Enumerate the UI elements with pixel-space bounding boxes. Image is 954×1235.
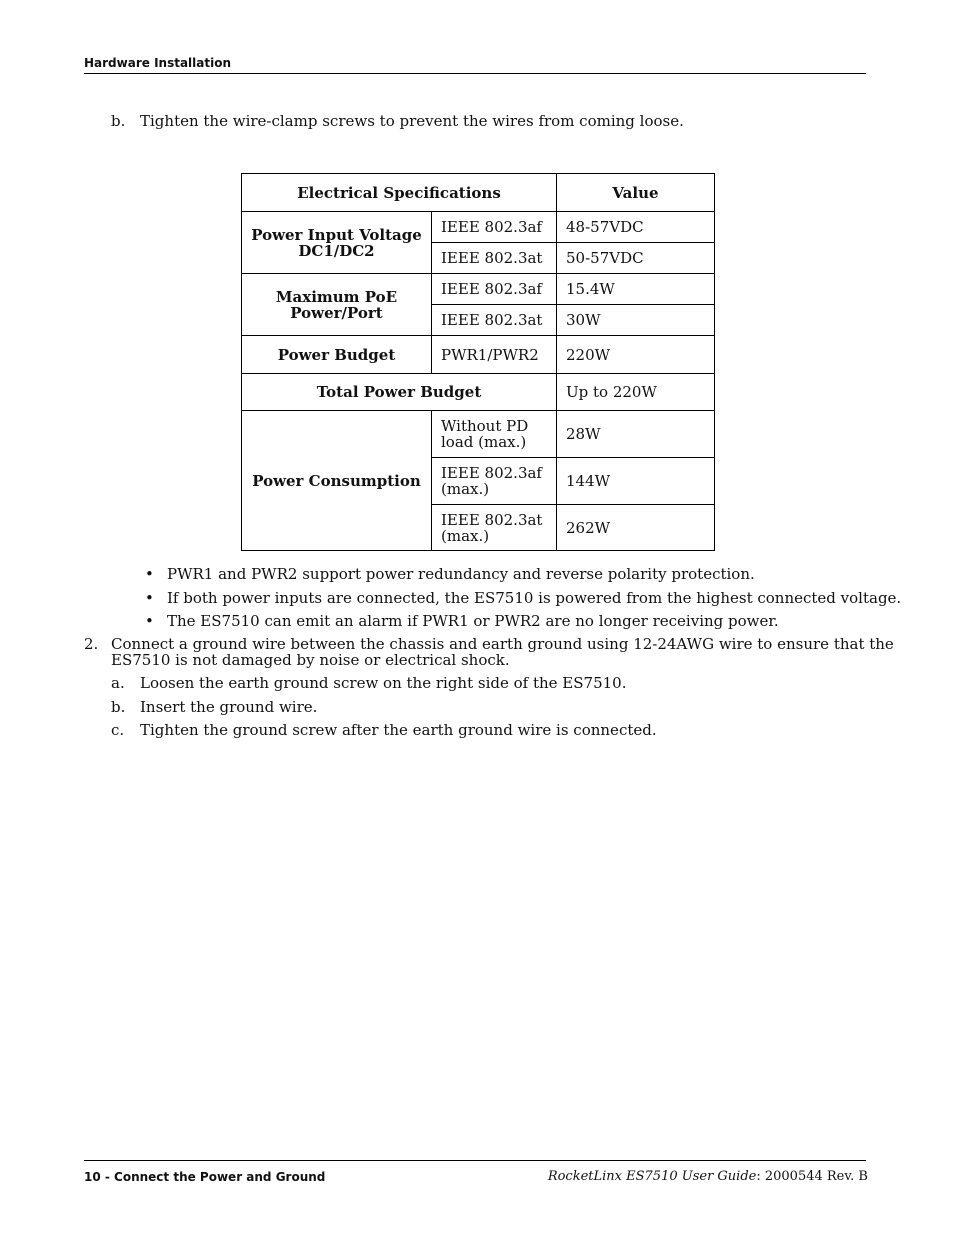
- step-2-marker: 2.: [84, 635, 99, 653]
- power-input-label-line1: Power Input Voltage: [251, 225, 422, 244]
- spec-cell: [432, 411, 557, 458]
- footer-doc-info: [548, 1169, 868, 1184]
- footer-page-label: 10 - Connect the Power and Ground: [84, 1170, 326, 1184]
- max-poe-label-line1: Maximum PoE: [275, 287, 398, 306]
- value-cell: 30W: [557, 305, 715, 336]
- spec-cell: [432, 505, 557, 551]
- table-header-row: [242, 174, 715, 212]
- table-row: [242, 374, 715, 411]
- step-b-marker: b.: [111, 112, 126, 130]
- spec-cell: PWR1/PWR2: [432, 336, 557, 374]
- spec-cell: IEEE 802.3at: [432, 305, 557, 336]
- table-row: [242, 411, 715, 458]
- table-row: [242, 212, 715, 243]
- spec-line1: IEEE 802.3af: [441, 464, 542, 482]
- max-poe-label-line2: Power/Port: [290, 303, 383, 322]
- spec-cell: [432, 458, 557, 505]
- power-input-label: [242, 212, 432, 274]
- spec-line2: load (max.): [441, 433, 527, 451]
- value-cell: 28W: [557, 411, 715, 458]
- substep-marker: c.: [111, 721, 125, 739]
- spec-cell: IEEE 802.3af: [432, 212, 557, 243]
- footer-doc-title: RocketLinx ES7510 User Guide: [547, 1169, 757, 1184]
- col-header-value: Value: [557, 174, 715, 212]
- value-cell: 144W: [557, 458, 715, 505]
- power-consumption-label: Power Consumption: [242, 411, 432, 551]
- spec-line2: (max.): [441, 480, 490, 498]
- power-input-label-line2: DC1/DC2: [298, 241, 375, 260]
- total-budget-label: Total Power Budget: [242, 374, 557, 411]
- power-budget-label: Power Budget: [242, 336, 432, 374]
- substep-text: Insert the ground wire.: [140, 698, 318, 716]
- table-row: [242, 274, 715, 305]
- table-row: [242, 336, 715, 374]
- bullet-text: The ES7510 can emit an alarm if PWR1 or PWR2 are no longer receiving power.: [167, 612, 779, 630]
- footer-doc-rev: : 2000544 Rev. B: [756, 1169, 868, 1184]
- value-cell: 48-57VDC: [557, 212, 715, 243]
- value-cell: 15.4W: [557, 274, 715, 305]
- substep-text: Tighten the ground screw after the earth ground wire is connected.: [140, 721, 657, 739]
- spec-line1: IEEE 802.3at: [441, 510, 543, 529]
- spec-cell: IEEE 802.3at: [432, 243, 557, 274]
- bullet-dot-icon: •: [145, 612, 154, 630]
- bullet-dot-icon: •: [145, 589, 154, 607]
- bullet-dot-icon: •: [145, 565, 154, 583]
- step-2-line2: ES7510 is not damaged by noise or electrical shock.: [111, 651, 510, 669]
- bullet-text: If both power inputs are connected, the ES7510 is powered from the highest connected voltage.: [167, 589, 902, 607]
- spec-line2: (max.): [441, 526, 490, 545]
- spec-line1: Without PD: [441, 417, 529, 435]
- substep-text: Loosen the earth ground screw on the right side of the ES7510.: [140, 674, 627, 692]
- substep-marker: a.: [111, 674, 125, 692]
- step-2-line1: Connect a ground wire between the chassis and earth ground using 12-24AWG wire to ensure that the: [111, 635, 894, 653]
- value-cell: 50-57VDC: [557, 243, 715, 274]
- bullet-text: PWR1 and PWR2 support power redundancy and reverse polarity protection.: [167, 565, 755, 583]
- step-b-text: Tighten the wire-clamp screws to prevent the wires from coming loose.: [140, 112, 684, 130]
- electrical-specs-table: [241, 173, 715, 551]
- max-poe-label: [242, 274, 432, 336]
- header-rule: [84, 73, 866, 74]
- spec-cell: IEEE 802.3af: [432, 274, 557, 305]
- substep-marker: b.: [111, 698, 126, 716]
- value-cell: Up to 220W: [557, 374, 715, 411]
- value-cell: 262W: [557, 505, 715, 551]
- running-header: Hardware Installation: [84, 56, 232, 70]
- value-cell: 220W: [557, 336, 715, 374]
- footer-rule: [84, 1160, 866, 1161]
- col-header-specs: Electrical Specifications: [242, 174, 557, 212]
